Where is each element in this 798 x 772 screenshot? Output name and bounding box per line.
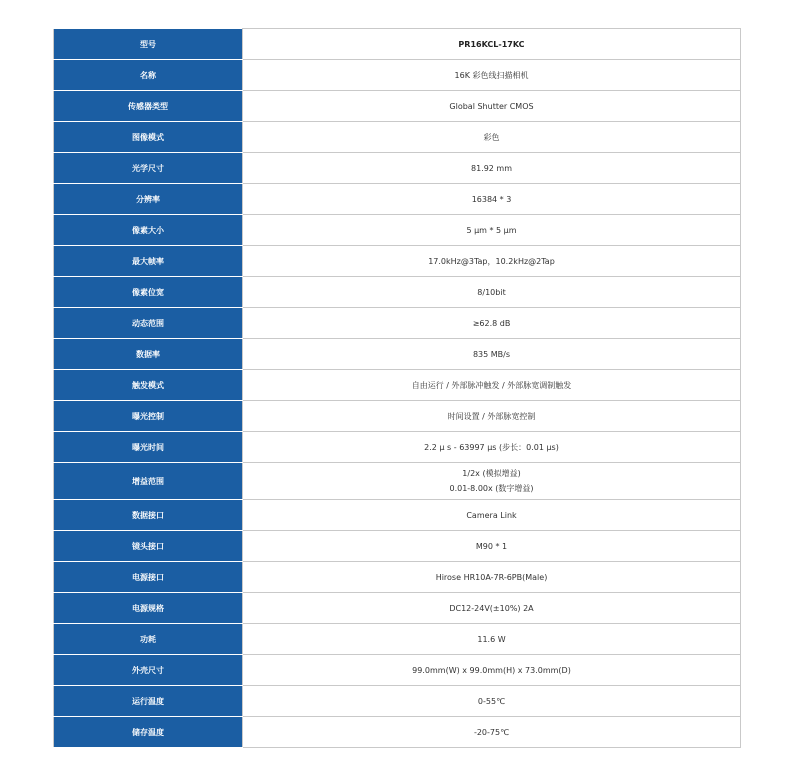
spec-value-line: 0.01-8.00x (数字增益): [449, 484, 534, 493]
spec-row-trigger-mode: [54, 370, 741, 401]
spec-value: 0-55℃: [243, 686, 741, 717]
spec-label: 储存温度: [54, 717, 243, 748]
spec-value: [243, 463, 741, 500]
spec-value: 81.92 mm: [243, 153, 741, 184]
spec-row-max-frame-rate: [54, 246, 741, 277]
spec-label: 电源接口: [54, 562, 243, 593]
spec-table: [53, 28, 741, 748]
spec-label: 增益范围: [54, 463, 243, 500]
spec-value: 835 MB/s: [243, 339, 741, 370]
spec-row-data-interface: [54, 500, 741, 531]
spec-label: 型号: [54, 29, 243, 60]
spec-label: 数据接口: [54, 500, 243, 531]
spec-row-storage-temp: [54, 717, 741, 748]
spec-value: 11.6 W: [243, 624, 741, 655]
spec-row-model: [54, 29, 741, 60]
spec-label: 分辨率: [54, 184, 243, 215]
spec-label: 像素位宽: [54, 277, 243, 308]
spec-value: DC12-24V(±10%) 2A: [243, 593, 741, 624]
spec-value: Hirose HR10A-7R-6PB(Male): [243, 562, 741, 593]
spec-row-power-spec: [54, 593, 741, 624]
spec-row-data-rate: [54, 339, 741, 370]
spec-value: M90 * 1: [243, 531, 741, 562]
spec-label: 光学尺寸: [54, 153, 243, 184]
spec-row-resolution: [54, 184, 741, 215]
spec-value: 8/10bit: [243, 277, 741, 308]
spec-value: 2.2 μ s - 63997 μs (步长：0.01 μs): [243, 432, 741, 463]
spec-label: 图像模式: [54, 122, 243, 153]
spec-value: 16K 彩色线扫描相机: [243, 60, 741, 91]
spec-row-exposure-control: [54, 401, 741, 432]
spec-row-image-mode: [54, 122, 741, 153]
spec-label: 运行温度: [54, 686, 243, 717]
spec-row-power-connector: [54, 562, 741, 593]
spec-row-lens-mount: [54, 531, 741, 562]
spec-label: 名称: [54, 60, 243, 91]
spec-label: 动态范围: [54, 308, 243, 339]
spec-label: 镜头接口: [54, 531, 243, 562]
spec-row-pixel-bit-depth: [54, 277, 741, 308]
spec-row-sensor-type: [54, 91, 741, 122]
spec-value: 时间设置 / 外部脉宽控制: [243, 401, 741, 432]
spec-value: 99.0mm(W) x 99.0mm(H) x 73.0mm(D): [243, 655, 741, 686]
spec-value: PR16KCL-17KC: [243, 29, 741, 60]
spec-value: 彩色: [243, 122, 741, 153]
spec-label: 像素大小: [54, 215, 243, 246]
spec-label: 最大帧率: [54, 246, 243, 277]
spec-value: -20-75℃: [243, 717, 741, 748]
spec-row-optical-size: [54, 153, 741, 184]
spec-value: 16384 * 3: [243, 184, 741, 215]
spec-value: 自由运行 / 外部脉冲触发 / 外部脉宽调制触发: [243, 370, 741, 401]
spec-row-pixel-size: [54, 215, 741, 246]
spec-value: 17.0kHz@3Tap，10.2kHz@2Tap: [243, 246, 741, 277]
spec-value: 5 μm * 5 μm: [243, 215, 741, 246]
spec-row-gain-range: [54, 463, 741, 500]
spec-row-dynamic-range: [54, 308, 741, 339]
spec-row-housing-size: [54, 655, 741, 686]
spec-row-operating-temp: [54, 686, 741, 717]
spec-value: Global Shutter CMOS: [243, 91, 741, 122]
spec-label: 触发模式: [54, 370, 243, 401]
spec-label: 传感器类型: [54, 91, 243, 122]
spec-value-line: 1/2x (模拟增益): [462, 469, 521, 478]
spec-label: 功耗: [54, 624, 243, 655]
spec-row-name: [54, 60, 741, 91]
spec-value: Camera Link: [243, 500, 741, 531]
spec-label: 电源规格: [54, 593, 243, 624]
spec-row-exposure-time: [54, 432, 741, 463]
spec-label: 曝光控制: [54, 401, 243, 432]
spec-value: ≥62.8 dB: [243, 308, 741, 339]
spec-label: 外壳尺寸: [54, 655, 243, 686]
spec-row-power-consumption: [54, 624, 741, 655]
spec-label: 数据率: [54, 339, 243, 370]
spec-label: 曝光时间: [54, 432, 243, 463]
